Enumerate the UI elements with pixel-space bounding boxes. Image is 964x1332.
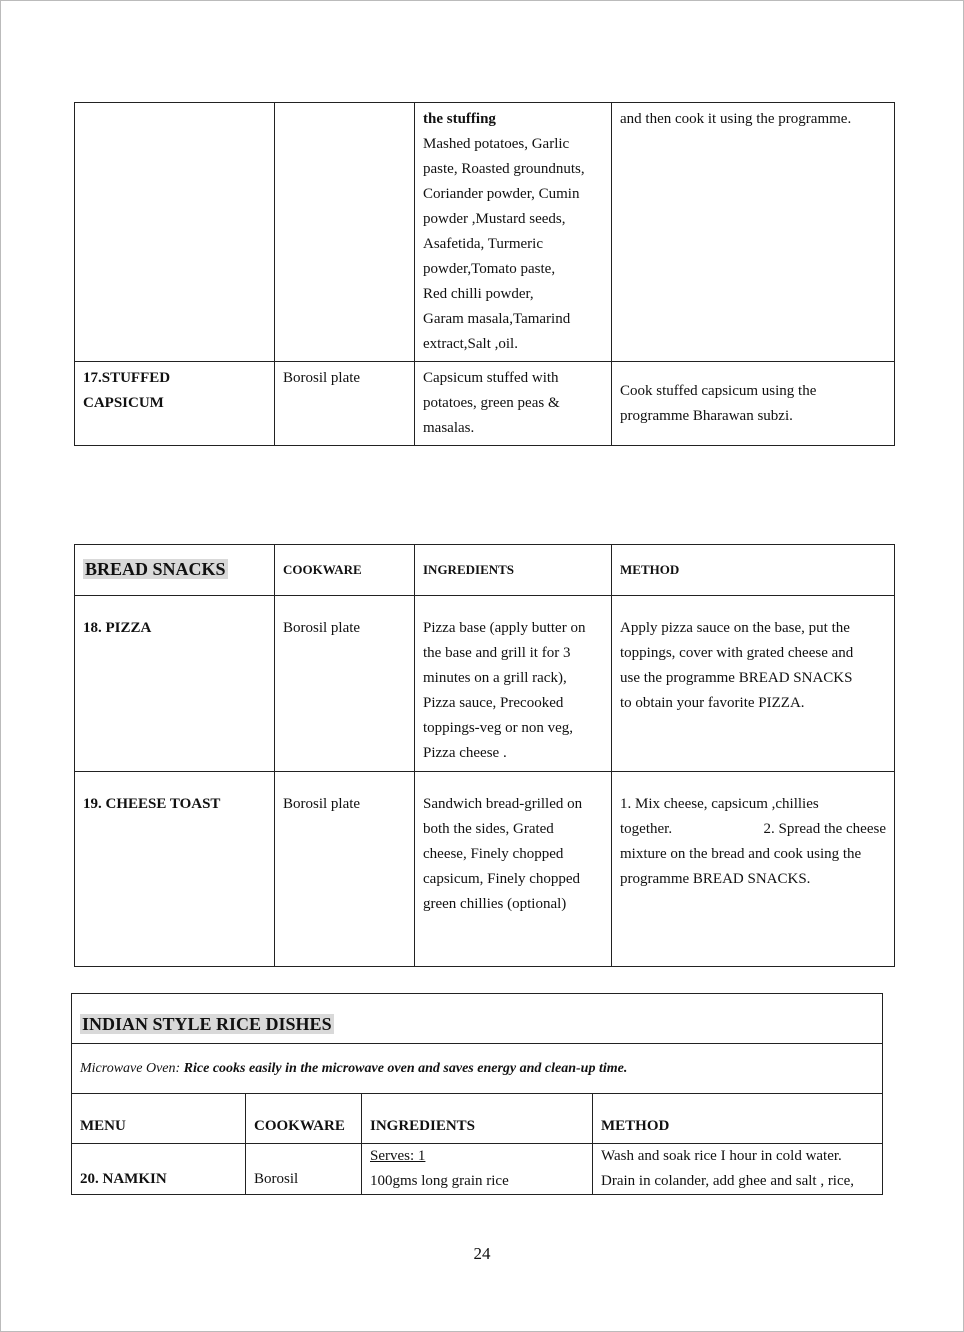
header-method-label: METHOD bbox=[620, 562, 680, 577]
serves-text: Serves: 1 bbox=[370, 1148, 426, 1164]
method-line: Drain in colander, add ghee and salt , rice, bbox=[601, 1173, 855, 1189]
table-row bbox=[75, 362, 895, 446]
menu-cell bbox=[75, 596, 275, 772]
ingredients-subtitle: the stuffing bbox=[423, 111, 496, 127]
method-line: use the programme BREAD SNACKS bbox=[620, 670, 853, 686]
ingredient-line: powder,Tomato paste, bbox=[423, 261, 556, 277]
note-row bbox=[72, 1044, 883, 1094]
method-fragment: together. bbox=[620, 821, 673, 837]
ingredients-cell bbox=[415, 596, 612, 772]
table-row bbox=[75, 103, 895, 362]
menu-name: 18. PIZZA bbox=[83, 620, 152, 636]
ingredient-line: paste, Roasted groundnuts, bbox=[423, 161, 585, 177]
note-text: Rice cooks easily in the microwave oven and saves energy and clean-up time. bbox=[183, 1061, 628, 1076]
menu-name: CAPSICUM bbox=[83, 395, 164, 411]
bread-snacks-table bbox=[74, 544, 895, 967]
header-cookware bbox=[275, 545, 415, 596]
ingredient-line: toppings-veg or non veg, bbox=[423, 720, 573, 736]
method-cell bbox=[612, 772, 895, 967]
ingredient-line: capsicum, Finely chopped bbox=[423, 871, 581, 887]
header-cookware bbox=[246, 1094, 362, 1144]
ingredient-line: minutes on a grill rack), bbox=[423, 670, 567, 686]
recipe-table-continued bbox=[74, 102, 895, 446]
ingredient-line: Pizza base (apply butter on bbox=[423, 620, 586, 636]
method-line: programme BREAD SNACKS. bbox=[620, 871, 811, 887]
table-header-row bbox=[72, 1094, 883, 1144]
ingredient-line: 100gms long grain rice bbox=[370, 1173, 509, 1189]
header-menu bbox=[72, 1094, 246, 1144]
header-ingredients bbox=[415, 545, 612, 596]
cookware-text: Borosil plate bbox=[283, 620, 361, 636]
method-cell bbox=[612, 362, 895, 446]
page-number: 24 bbox=[473, 1244, 491, 1263]
method-fragment: 2. Spread the cheese bbox=[763, 821, 886, 837]
menu-name: 19. CHEESE TOAST bbox=[83, 796, 221, 812]
cookware-text: Borosil plate bbox=[283, 796, 361, 812]
header-cookware-label: COOKWARE bbox=[254, 1118, 345, 1134]
ingredient-line: green chillies (optional) bbox=[423, 896, 567, 912]
method-cell bbox=[612, 596, 895, 772]
menu-name: 20. NAMKIN bbox=[80, 1171, 167, 1187]
ingredient-line: Capsicum stuffed with bbox=[423, 370, 559, 386]
ingredient-line: cheese, Finely chopped bbox=[423, 846, 564, 862]
ingredient-line: Red chilli powder, bbox=[423, 286, 534, 302]
cookware-cell bbox=[275, 772, 415, 967]
menu-cell bbox=[75, 772, 275, 967]
ingredient-line: the base and grill it for 3 bbox=[423, 645, 571, 661]
ingredient-line: Coriander powder, Cumin bbox=[423, 186, 580, 202]
ingredient-line: Mashed potatoes, Garlic bbox=[423, 136, 570, 152]
method-text: and then cook it using the programme. bbox=[620, 111, 852, 127]
cookware-text: Borosil plate bbox=[283, 370, 361, 386]
ingredient-line: Pizza sauce, Precooked bbox=[423, 695, 564, 711]
ingredient-line: extract,Salt ,oil. bbox=[423, 336, 518, 352]
cookware-cell bbox=[275, 596, 415, 772]
table-header-row bbox=[75, 545, 895, 596]
note-label: Microwave Oven: bbox=[80, 1061, 181, 1076]
menu-name: 17.STUFFED bbox=[83, 370, 171, 386]
table-row bbox=[75, 772, 895, 967]
method-line: toppings, cover with grated cheese and bbox=[620, 645, 854, 661]
ingredient-line: powder ,Mustard seeds, bbox=[423, 211, 566, 227]
ingredient-line: Garam masala,Tamarind bbox=[423, 311, 571, 327]
method-line: Apply pizza sauce on the base, put the bbox=[620, 620, 850, 636]
ingredients-cell bbox=[415, 103, 612, 362]
ingredient-line: both the sides, Grated bbox=[423, 821, 554, 837]
ingredient-line: Asafetida, Turmeric bbox=[423, 236, 543, 252]
header-method-label: METHOD bbox=[601, 1118, 670, 1134]
method-cell bbox=[593, 1144, 883, 1195]
table-row bbox=[72, 1144, 883, 1195]
method-line: programme Bharawan subzi. bbox=[620, 407, 793, 424]
cookware-cell bbox=[275, 362, 415, 446]
header-method bbox=[593, 1094, 883, 1144]
cookware-cell bbox=[246, 1144, 362, 1195]
method-line: Cook stuffed capsicum using the bbox=[620, 382, 817, 399]
ingredients-cell bbox=[362, 1144, 593, 1195]
section-title: INDIAN STYLE RICE DISHES bbox=[82, 1014, 332, 1034]
title-cell bbox=[72, 994, 883, 1044]
ingredients-cell bbox=[415, 362, 612, 446]
table-row bbox=[75, 596, 895, 772]
section-title: BREAD SNACKS bbox=[85, 558, 226, 579]
header-ingredients-label: INGREDIENTS bbox=[370, 1118, 476, 1134]
method-cell bbox=[612, 103, 895, 362]
header-menu-label: MENU bbox=[80, 1118, 126, 1134]
method-line: 1. Mix cheese, capsicum ,chillies bbox=[620, 796, 819, 812]
ingredients-cell bbox=[415, 772, 612, 967]
header-cookware-label: COOKWARE bbox=[283, 562, 362, 577]
menu-cell bbox=[75, 362, 275, 446]
ingredient-line: Pizza cheese . bbox=[423, 745, 507, 761]
menu-cell bbox=[72, 1144, 246, 1195]
method-line: to obtain your favorite PIZZA. bbox=[620, 695, 805, 711]
method-line bbox=[620, 817, 886, 842]
ingredient-line: masalas. bbox=[423, 420, 475, 436]
cookware-text: Borosil bbox=[254, 1171, 299, 1187]
table-title-row bbox=[72, 994, 883, 1044]
header-ingredients-label: INGREDIENTS bbox=[423, 562, 515, 577]
header-method bbox=[612, 545, 895, 596]
menu-cell bbox=[75, 103, 275, 362]
method-line: mixture on the bread and cook using the bbox=[620, 846, 862, 862]
note-cell bbox=[72, 1044, 883, 1094]
cookware-cell bbox=[275, 103, 415, 362]
method-line: Wash and soak rice I hour in cold water. bbox=[601, 1148, 842, 1164]
ingredient-line: Sandwich bread-grilled on bbox=[423, 796, 583, 812]
rice-dishes-table bbox=[71, 993, 883, 1195]
header-ingredients bbox=[362, 1094, 593, 1144]
ingredient-line: potatoes, green peas & bbox=[423, 395, 560, 411]
header-menu bbox=[75, 545, 275, 596]
